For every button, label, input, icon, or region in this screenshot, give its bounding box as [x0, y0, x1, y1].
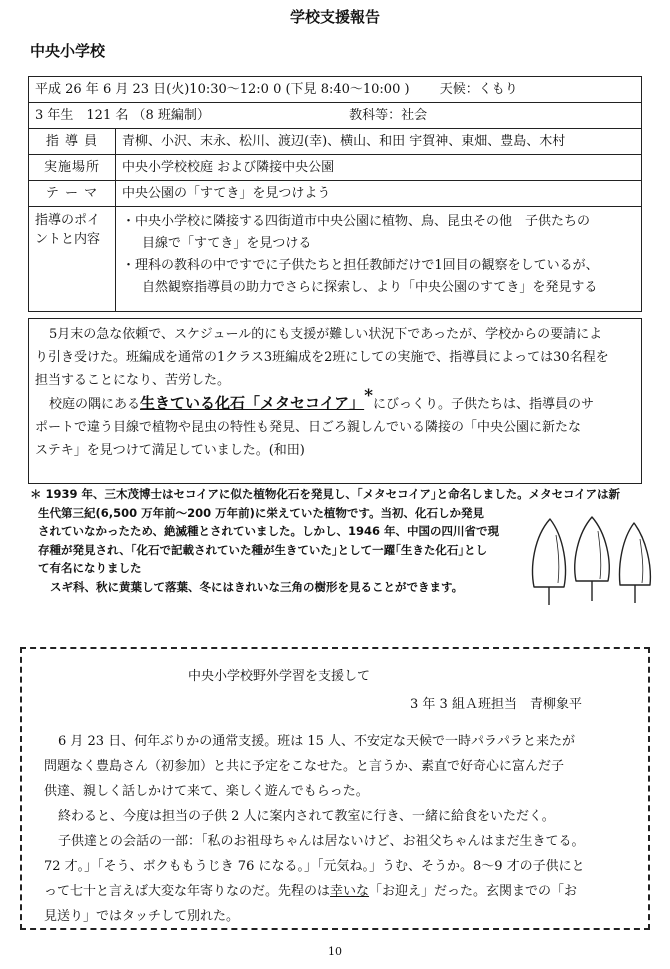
article-line: 終わると、今度は担当の子供 2 人に案内されて教室に行き、一緒に給食をいただく。 [58, 809, 555, 824]
report-box [28, 318, 642, 484]
article-line [44, 879, 644, 904]
venue-value: 中央小学校校庭 および隣接中央公園 [116, 155, 642, 181]
support-article-box [20, 647, 650, 930]
footnote-asterisk: * [364, 386, 374, 406]
grade-text: 3 年生 121 名 （8 班編制） [35, 108, 210, 123]
footnote-line: 生代第三紀(6,500 万年前～200 万年前)に栄えていた植物です。当初、化石しか発見 [38, 505, 484, 520]
subject-text: 教科等：社会 [349, 108, 428, 123]
article-line: 問題なく豊島さん（初参加）と共に予定をこなせた。と言うか、素直で好奇心に富んだ子 [44, 759, 565, 774]
date-row [29, 77, 642, 103]
report-line: り引き受けた。班編成を通常の1クラス3班編成を2班にしての実施で、指導員によっては30名程を [35, 350, 609, 365]
instructors-value: 青柳、小沢、末永、松川、渡辺(幸)、横山、和田 宇賀神、東畑、豊島、木村 [116, 129, 642, 155]
grade-row [29, 103, 642, 129]
points-label-2: ントと内容 [35, 232, 101, 247]
article-text: って七十と言えば大変な年寄りなのだ。先程のは [44, 884, 331, 899]
theme-row [29, 181, 642, 207]
metasequoia-trees-illustration [528, 515, 660, 609]
tree-crown [620, 523, 651, 585]
instructors-row [29, 129, 642, 155]
point-line: 自然観察指導員の助力でさらに探索し、より「中央公園のすてき」を発見する [142, 280, 598, 295]
article-text: 「お迎え」だった。玄関までの「お [369, 884, 578, 899]
point-line: ・中央小学校に隣接する四街道市中央公園に植物、鳥、昆虫その他 子供たちの [122, 214, 591, 229]
underlined-text: 幸いな [330, 884, 370, 899]
footnote-line: スギ科、秋に黄葉して落葉、冬にはきれいな三角の樹形を見ることができます。 [50, 579, 464, 594]
article-author: 3 年 3 組Ａ班担当 青柳象平 [410, 697, 582, 712]
venue-row [29, 155, 642, 181]
footnote-line: されていなかったため、絶滅種とされていました。しかし、1946 年、中国の四川省で現 [38, 524, 500, 538]
tree-crown [533, 519, 566, 587]
article-line: 子供達との会話の一部：｢私のお祖母ちゃんは居ないけど、お祖父ちゃんはまだ生きてる。 [58, 834, 585, 849]
points-label-1: 指導のポイ [35, 213, 101, 228]
date-text: 平成 26 年 6 月 23 日(火)10:30～12:0 0 (下見 8:40～10:00 ) [35, 82, 410, 97]
footnote [30, 485, 620, 596]
points-row [29, 207, 642, 312]
report-line: 5月末の急な依頼で、スケジュール的にも支援が難しい状況下であったが、学校からの要請によ [49, 327, 603, 342]
metasequoia-highlight: 生きている化石「メタセコイア」 [140, 394, 365, 412]
theme-label: テ ー マ [29, 181, 116, 207]
report-line: ステキ」を見つけて満足していました。(和田) [35, 443, 305, 458]
report-text: にびっくり。子供たちは、指導員のサ [373, 397, 595, 412]
article-line: 72 才。｣「そう、ボクももうじき 76 になる。」「元気ね。」うむ、そうか。8～9 才の子供にと [44, 859, 585, 874]
weather-text: 天候：くもり [439, 82, 518, 97]
theme-value: 中央公園の「すてき」を見つけよう [116, 181, 642, 207]
article-title: 中央小学校野外学習を支援して [188, 669, 371, 684]
footnote-line: 存種が発見され、｢化石で記載されていた種が生きていた｣として一躍｢生きた化石｣とし [38, 542, 488, 557]
report-line: ポートで違う目線で植物や昆虫の特性も発見、日ごろ親しんでいる隣接の「中央公園に新たな [35, 420, 582, 435]
article-body [44, 729, 644, 929]
footnote-line: ＊ 1939 年、三木茂博士はセコイアに似た植物化石を発見し、｢メタセコイア｣と命名しました。メタセコイアは新 [30, 487, 620, 501]
footnote-line: て有名になりました [38, 561, 142, 575]
instructors-label: 指 導 員 [29, 129, 116, 155]
report-line [35, 386, 635, 416]
article-line: 供達、親しく話しかけて来て、楽しく遊んでもらった。 [44, 784, 369, 799]
page-number: 10 [328, 945, 342, 958]
article-line: 6 月 23 日、何年ぶりかの通常支援。班は 15 人、不安定な天候で一時パラパラと来たが [58, 734, 576, 749]
article-line: 見送り」ではタッチして別れた。 [44, 909, 240, 924]
info-table [28, 76, 642, 312]
venue-label: 実施場所 [29, 155, 116, 181]
report-text: 校庭の隅にある [49, 397, 141, 412]
tree-shading [556, 531, 643, 583]
point-line: ・理科の教科の中ですでに子供たちと担任教師だけで1回目の観察をしているが、 [122, 258, 599, 273]
report-line: 担当することになり、苦労した。 [35, 373, 231, 388]
tree-crown [575, 517, 609, 581]
page-title: 学校支援報告 [289, 8, 380, 26]
school-name: 中央小学校 [30, 42, 106, 60]
point-line: 目線で「すてき」を見つける [142, 236, 312, 251]
